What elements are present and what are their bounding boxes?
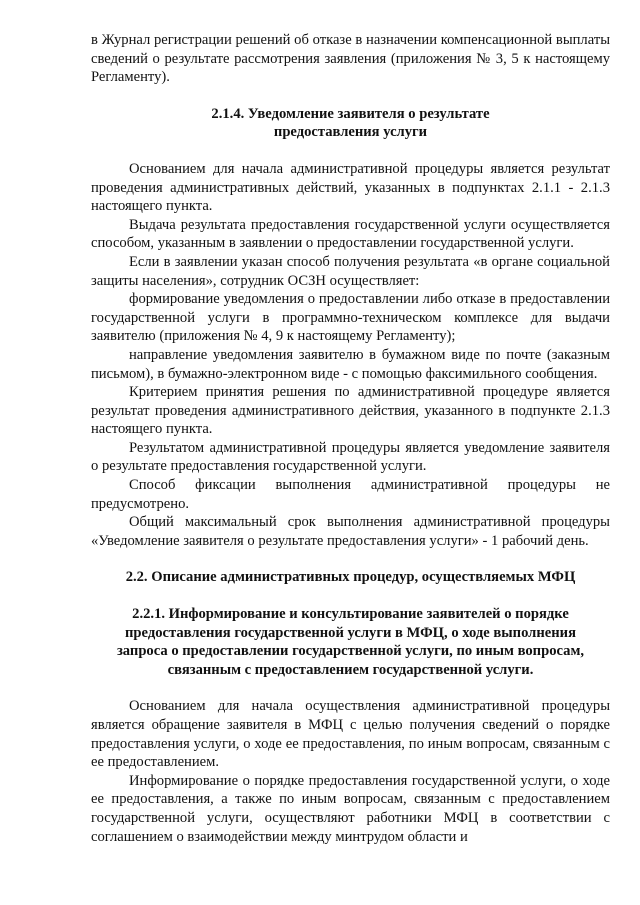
section-2-1-4-heading <box>91 105 610 142</box>
section-2-1-4-body <box>91 160 610 550</box>
paragraph: направление уведомления заявителю в бумажном виде по почте (заказным письмом), в бумажно-электронном виде - с помощью факсимильного сообщения. <box>91 346 610 382</box>
heading-line: предоставления услуги <box>273 124 428 141</box>
paragraph: Выдача результата предоставления государственной услуги осуществляется способом, указанным в заявлении о предоставлении государственной услуги. <box>91 216 610 252</box>
paragraph: Если в заявлении указан способ получения результата «в органе социальной защиты населения», сотрудник ОСЗН осуществляет: <box>91 253 610 289</box>
heading-line: 2.2.1. Информирование и консультирование заявителей о порядке <box>132 606 569 623</box>
section-2-2-1-heading <box>91 605 610 679</box>
paragraph: Общий максимальный срок выполнения административной процедуры «Уведомление заявителя о результате предоставления услуги» - 1 рабочий день. <box>91 514 610 549</box>
document-page <box>91 31 610 846</box>
opening-paragraph: в Журнал регистрации решений об отказе в назначении компенсационной выплаты сведений о результате рассмотрения заявления (приложения № 3, 5 к настоящему Регламенту). <box>91 32 610 86</box>
paragraph: Основанием для начала осуществления административной процедуры является обращение заявителя в МФЦ с целью получения сведений о порядке предоставления услуги, о ходе ее предоставления, по иным вопросам, связанным с ее предоставлением. <box>91 698 610 771</box>
heading-line: запроса о предоставлении государственной услуги, по иным вопросам, <box>116 643 585 660</box>
section-2-2-1-body <box>91 697 610 846</box>
heading-line: предоставления государственной услуги в МФЦ, о ходе выполнения <box>125 624 576 641</box>
heading-line: связанным с предоставлением государственной услуги. <box>167 661 534 678</box>
paragraph: формирование уведомления о предоставлении либо отказе в предоставлении государственной услуги в программно-техническом комплексе для выдачи заявителю (приложения № 4, 9 к настоящему Регламенту); <box>91 291 610 345</box>
paragraph: Способ фиксации выполнения административной процедуры не предусмотрено. <box>91 477 610 512</box>
section-2-2-heading: 2.2. Описание административных процедур, осуществляемых МФЦ <box>125 569 576 586</box>
paragraph: Информирование о порядке предоставления государственной услуги, о ходе ее предоставления, а также по иным вопросам, связанным с предоставлением государственной услуги, осуществляют работники МФЦ в соответствии с соглашением о взаимодействии между минтрудом области и <box>91 772 610 845</box>
paragraph: Критерием принятия решения по административной процедуре является результат проведения административного действия, указанного в подпункте 2.1.3 настоящего пункта. <box>91 384 610 438</box>
paragraph: Основанием для начала административной процедуры является результат проведения административных действий, указанных в подпунктах 2.1.1 - 2.1.3 настоящего пункта. <box>91 160 610 215</box>
heading-line: 2.1.4. Уведомление заявителя о результате <box>211 105 490 122</box>
paragraph: Результатом административной процедуры является уведомление заявителя о результате предоставления государственной услуги. <box>91 439 610 475</box>
